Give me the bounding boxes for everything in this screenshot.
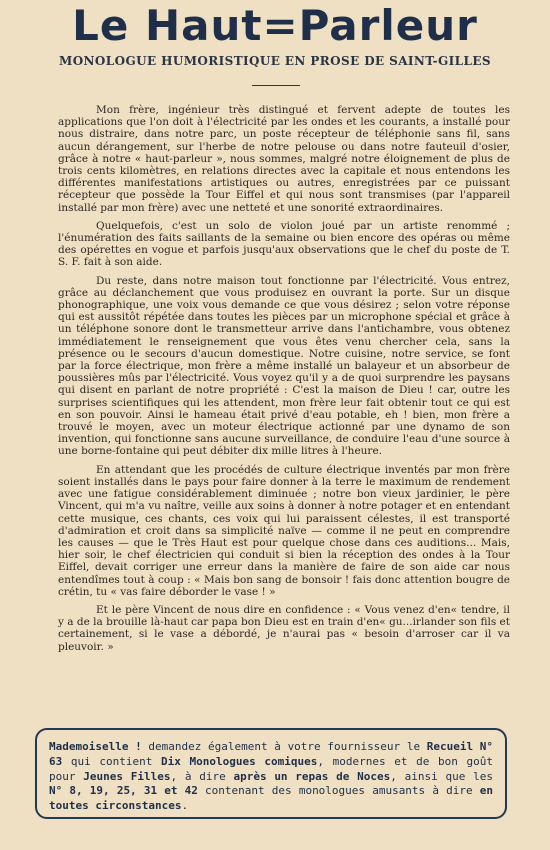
paragraph: Et le père Vincent de nous dire en confidence : « Vous venez d'en« tendre, il y a de la brouille là-haut car papa bon Dieu est en train d'en« gu...irlander son fils et certainement, si le vase a débordé, je n'aurai pas « besoin d'arroser car il va pleuvoir. » <box>58 603 510 653</box>
ad-text: Recueil N° 63 <box>49 740 493 768</box>
paragraph: Mon frère, ingénieur très distingué et fervent adepte de toutes les applications que l'on doit à l'électricité par les ondes et les courants, a installé pour nous distraire, dans notre parc, un poste récepteur de téléphonie sans fil, sans aucun dérangement, sur l'herbe de notre pelouse ou dans notre fauteuil d'osier, grâce à notre « haut-parleur », nous sommes, malgré notre éloignement de plus de trois cents kilomètres, en relations directes avec la capitale et nous entendons les différentes manifestations artistiques ou autres, enregistrées par ce puissant récepteur que possède la Tour Eiffel et qui nous sont transmises (par l'appareil installé par mon frère) avec une netteté et une sonorité extraordinaires. <box>58 104 510 214</box>
page-subtitle: MONOLOGUE HUMORISTIQUE EN PROSE DE SAINT-GILLES <box>59 54 491 68</box>
ad-text: . <box>181 799 189 813</box>
ad-text: N° 8, 19, 25, 31 et 42 <box>49 784 198 798</box>
ad-text: Mademoiselle ! <box>49 740 142 753</box>
monologue-text <box>58 104 510 659</box>
paragraph: Quelquefois, c'est un solo de violon joué par un artiste renommé ; l'énumération des faits saillants de la semaine ou bien encore des opéras ou même des opérettes en vogue et parfois jusqu'aux observations que le chef du poste de T. S. F. fait à son aide. <box>58 219 510 269</box>
paragraph: Du reste, dans notre maison tout fonctionne par l'électricité. Vous entrez, grâce au déclanchement que vous produisez en ouvrant la porte. Sur un disque phonographique, une voix vous demande ce que vous désirez ; selon votre réponse qui est aussitôt répétée dans toutes les pièces par un microphone spécial et grâce à un téléphone sonore dont le transmetteur arrive dans l'antichambre, vous obtenez immédiatement le renseignement que vous êtes venu chercher cela, sans la présence ou le secours d'aucun domestique. Notre cuisine, notre service, se font par la force électrique, mon frère a même installé un balayeur et un absorbeur de poussières mûs par l'électricité. Vous voyez qu'il y a de quoi surprendre les paysans qui disent en parlant de notre propriété : C'est la maison de Dieu ! car, outre les surprises scientifiques qui les attendent, mon frère leur fait obtenir tout ce qui est en son pouvoir. Ainsi le hameau était privé d'eau potable, eh ! bien, mon frère a trouvé le moyen, avec un moteur électrique actionné par une dynamo de son invention, qui fonctionne sans aucune surveillance, de conduire l'eau d'une source à une borne-fontaine qui peut débiter dix mille litres à l'heure. <box>58 274 510 458</box>
ad-text: qui contient <box>62 754 162 768</box>
title-divider <box>252 85 300 86</box>
ad-text: , ainsi que les <box>390 769 493 783</box>
ad-text: après un repas de Noces <box>233 769 391 783</box>
page-title: Le Haut=Parleur <box>72 1 478 50</box>
ad-text: Jeunes Filles <box>83 769 171 783</box>
ad-text: Dix Monologues comiques <box>161 754 318 768</box>
advertisement-box <box>35 728 507 819</box>
ad-text: demandez également à votre fournisseur le <box>141 740 427 753</box>
ad-text: , à dire <box>170 769 234 783</box>
paragraph: En attendant que les procédés de culture électrique inventés par mon frère soient installés dans le pays pour faire donner à la terre le maximum de rendement avec une fatigue considérablement diminuée ; notre bon vieux jardinier, le père Vincent, qui m'a vu naître, veille aux soins à donner à notre potager et en entendant cette musique, ces chants, ces voix qui lui paraissent célestes, il est transporté d'admiration et croit dans sa simplicité naïve — comme il ne peut en comprendre les causes — que le Très Haut est pour quelque chose dans ces auditions... Mais, hier soir, le chef électricien qui conduit si bien la réception des ondes à la Tour Eiffel, devait corriger une erreur dans la manière de faire de son aide car nous entendîmes tout à coup : « Mais bon sang de bonsoir ! fais donc attention bougre de crétin, tu « vas faire déborder le vase ! » <box>58 463 510 598</box>
ad-text: en toutes circonstances <box>49 784 493 813</box>
ad-text: contenant des monologues amusants à dire <box>197 784 480 798</box>
ad-text: , modernes et de bon goût pour <box>49 754 494 783</box>
